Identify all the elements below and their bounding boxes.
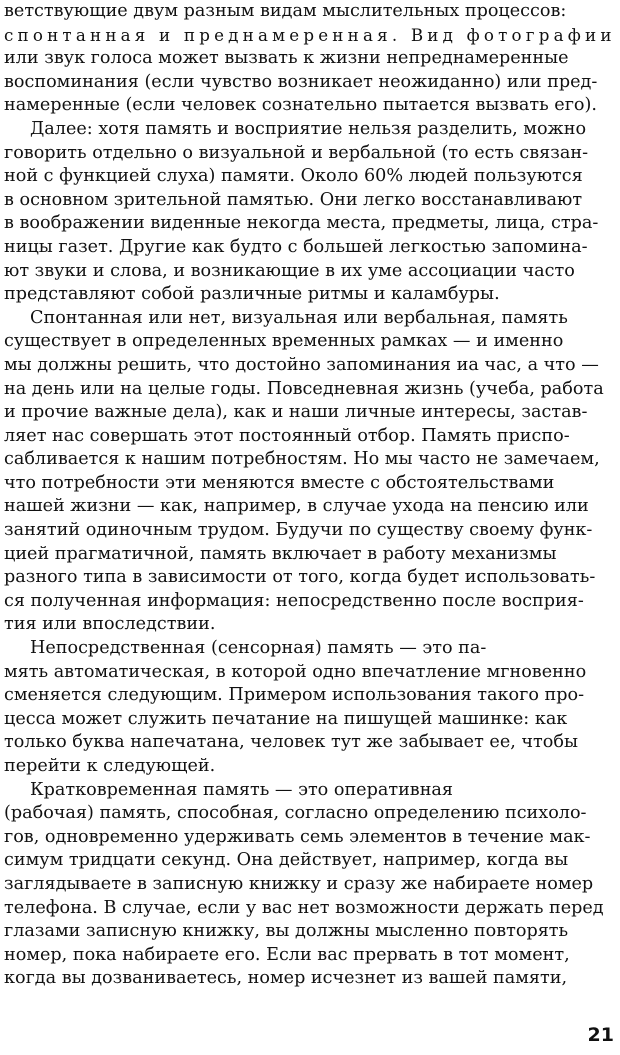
text-line: разного типа в зависимости от того, когда будет использовать- — [4, 567, 596, 588]
text-line: на день или на целые годы. Повседневная жизнь (учеба, работа — [4, 378, 604, 399]
text-line: гов, одновременно удерживать семь элементов в течение мак- — [4, 826, 591, 847]
text-line: ной с функцией слуха) памяти. Около 60% людей пользуются — [4, 166, 583, 187]
text-line: ют звуки и слова, и возникающие в их уме ассоциации часто — [4, 260, 575, 281]
text-line: сменяется следующим. Примером использования такого про- — [4, 685, 585, 706]
text-line: ляет нас совершать этот постоянный отбор. Память приспо- — [4, 425, 570, 446]
text-line: воспоминания (если чувство возникает неожиданно) или пред- — [4, 71, 598, 92]
text-line: когда вы дозваниваетесь, номер исчезнет из вашей памяти, — [4, 968, 568, 989]
text-line: или звук голоса может вызвать к жизни непреднамеренные — [4, 48, 569, 69]
text-line: глазами записную книжку, вы должны мысленно повторять — [4, 921, 569, 942]
text-line: номер, пока набираете его. Если вас прервать в тот момент, — [4, 944, 570, 965]
text-line: представляют собой различные ритмы и каламбуры. — [4, 284, 500, 305]
text-line: занятий одиночным трудом. Будучи по существу своему функ- — [4, 520, 593, 541]
text-line: телефона. В случае, если у вас нет возможности держать перед — [4, 897, 604, 918]
text-line: цией прагматичной, память включает в работу механизмы — [4, 543, 557, 564]
text-line: говорить отдельно о визуальной и вербальной (то есть связан- — [4, 142, 589, 163]
text-line: в основном зрительной памятью. Они легко восстанавливают — [4, 189, 583, 210]
text-line: спонтанная и преднамеренная. Вид фотографии — [4, 24, 616, 45]
text-line: ницы газет. Другие как будто с большей легкостью запомина- — [4, 236, 588, 257]
page-number: 21 — [587, 1024, 614, 1046]
text-line: нашей жизни — как, например, в случае ухода на пенсию или — [4, 496, 589, 517]
paragraph-start-line: Непосредственная (сенсорная) память — это па- — [30, 638, 487, 659]
text-line: и прочие важные дела), как и наши личные интересы, застав- — [4, 402, 588, 423]
text-line: (рабочая) память, способная, согласно определению психоло- — [4, 803, 587, 824]
text-line: что потребности эти меняются вместе с обстоятельствами — [4, 472, 555, 493]
text-line: существует в определенных временных рамках — и именно — [4, 331, 564, 352]
text-line: сабливается к нашим потребностям. Но мы часто не замечаем, — [4, 449, 600, 470]
text-line: ся полученная информация: непосредственно после восприя- — [4, 590, 584, 611]
text-line: симум тридцати секунд. Она действует, например, когда вы — [4, 850, 569, 871]
body-text — [4, 0, 616, 991]
paragraph-start-line: Кратковременная память — это оперативная — [30, 779, 454, 800]
text-line: ветствующие двум разным видам мыслительных процессов: — [4, 1, 567, 21]
paragraph-start-line: Спонтанная или нет, визуальная или вербальная, память — [30, 307, 568, 328]
text-line: тия или впоследствии. — [4, 614, 216, 635]
text-line: намеренные (если человек сознательно пытается вызвать его). — [4, 95, 597, 116]
text-line: только буква напечатана, человек тут же забывает ее, чтобы — [4, 732, 578, 753]
paragraph-start-line: Далее: хотя память и восприятие нельзя разделить, можно — [30, 118, 587, 139]
text-line: мять автоматическая, в которой одно впечатление мгновенно — [4, 661, 587, 682]
text-line: перейти к следующей. — [4, 756, 216, 776]
text-line: в воображении виденные некогда места, предметы, лица, стра- — [4, 213, 599, 234]
text-line: мы должны решить, что достойно запоминания иа час, а что — — [4, 354, 599, 375]
text-line: заглядываете в записную книжку и сразу же набираете номер — [4, 873, 594, 894]
text-line: цесса может служить печатание на пишущей машинке: как — [4, 708, 568, 729]
